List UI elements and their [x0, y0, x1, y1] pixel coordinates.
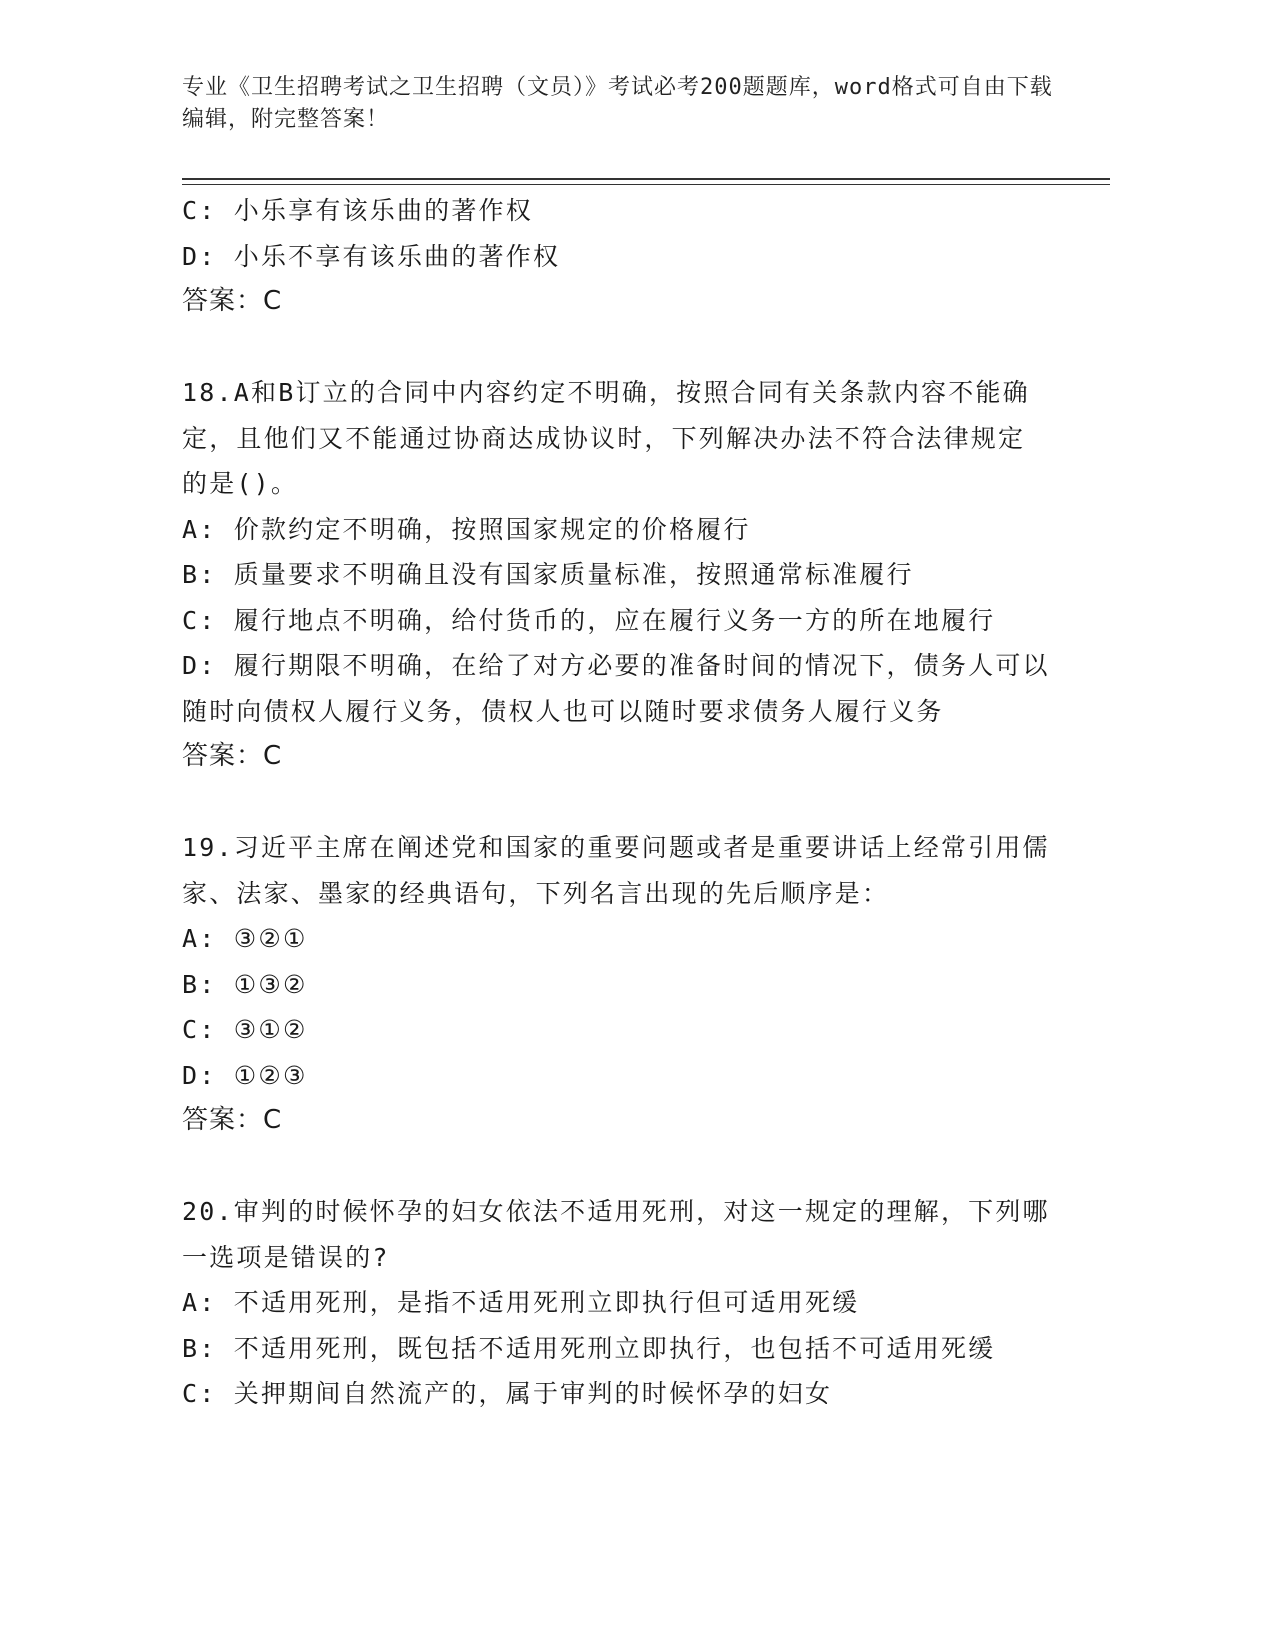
option-b: C: 小乐享有该乐曲的著作权 [182, 196, 533, 225]
spacer [182, 780, 1082, 826]
question-18 [182, 370, 1082, 780]
option-a: A: 价款约定不明确，按照国家规定的价格履行 [182, 514, 751, 544]
header-divider-thin [182, 184, 1110, 185]
answer-line: 答案：C [182, 286, 283, 316]
option-c: C: 关押期间自然流产的，属于审判的时候怀孕的妇女 [182, 1379, 833, 1408]
answer-line: 答案：C [182, 1105, 283, 1135]
question-text: 19.习近平主席在阐述党和国家的重要问题或者是重要讲话上经常引用儒家、法家、墨家的经典语句，下列名言出现的先后顺序是： [182, 833, 1050, 908]
option-d: D: 履行期限不明确，在给了对方必要的准备时间的情况下，债务人可以随时向债权人履行义务，债权人也可以随时要求债务人履行义务 [182, 651, 1050, 726]
option-b: B: ①③② [182, 969, 308, 999]
option-a: A: 不适用死刑，是指不适用死刑立即执行但可适用死缓 [182, 1288, 860, 1317]
option-d: D: ①②③ [182, 1060, 308, 1090]
option-a: A: ③②① [182, 924, 308, 953]
question-19 [182, 825, 1082, 1144]
question-text: 20.审判的时候怀孕的妇女依法不适用死刑，对这一规定的理解，下列哪一选项是错误的? [182, 1197, 1050, 1272]
option-c: C: 履行地点不明确，给付货币的，应在履行义务一方的所在地履行 [182, 605, 996, 635]
header-divider-thick [182, 178, 1110, 180]
document-header: 专业《卫生招聘考试之卫生招聘（文员）》考试必考200题题库，word格式可自由下载编辑，附完整答案！ [182, 75, 1053, 132]
answer-line: 答案：C [182, 741, 283, 771]
option-b: B: 质量要求不明确且没有国家质量标准，按照通常标准履行 [182, 560, 914, 589]
spacer [182, 325, 1082, 371]
question-text: 18.A和B订立的合同中内容约定不明确，按照合同有关条款内容不能确定，且他们又不能通过协商达成协议时，下列解决办法不符合法律规定的是()。 [182, 378, 1030, 498]
option-b: B: 不适用死刑，既包括不适用死刑立即执行，也包括不可适用死缓 [182, 1333, 996, 1363]
spacer [182, 1144, 1082, 1190]
document-body [182, 188, 1082, 1417]
question-20 [182, 1189, 1082, 1417]
option-c: D: 小乐不享有该乐曲的著作权 [182, 241, 561, 271]
option-c: C: ③①② [182, 1015, 308, 1044]
carryover-question [182, 188, 1082, 325]
